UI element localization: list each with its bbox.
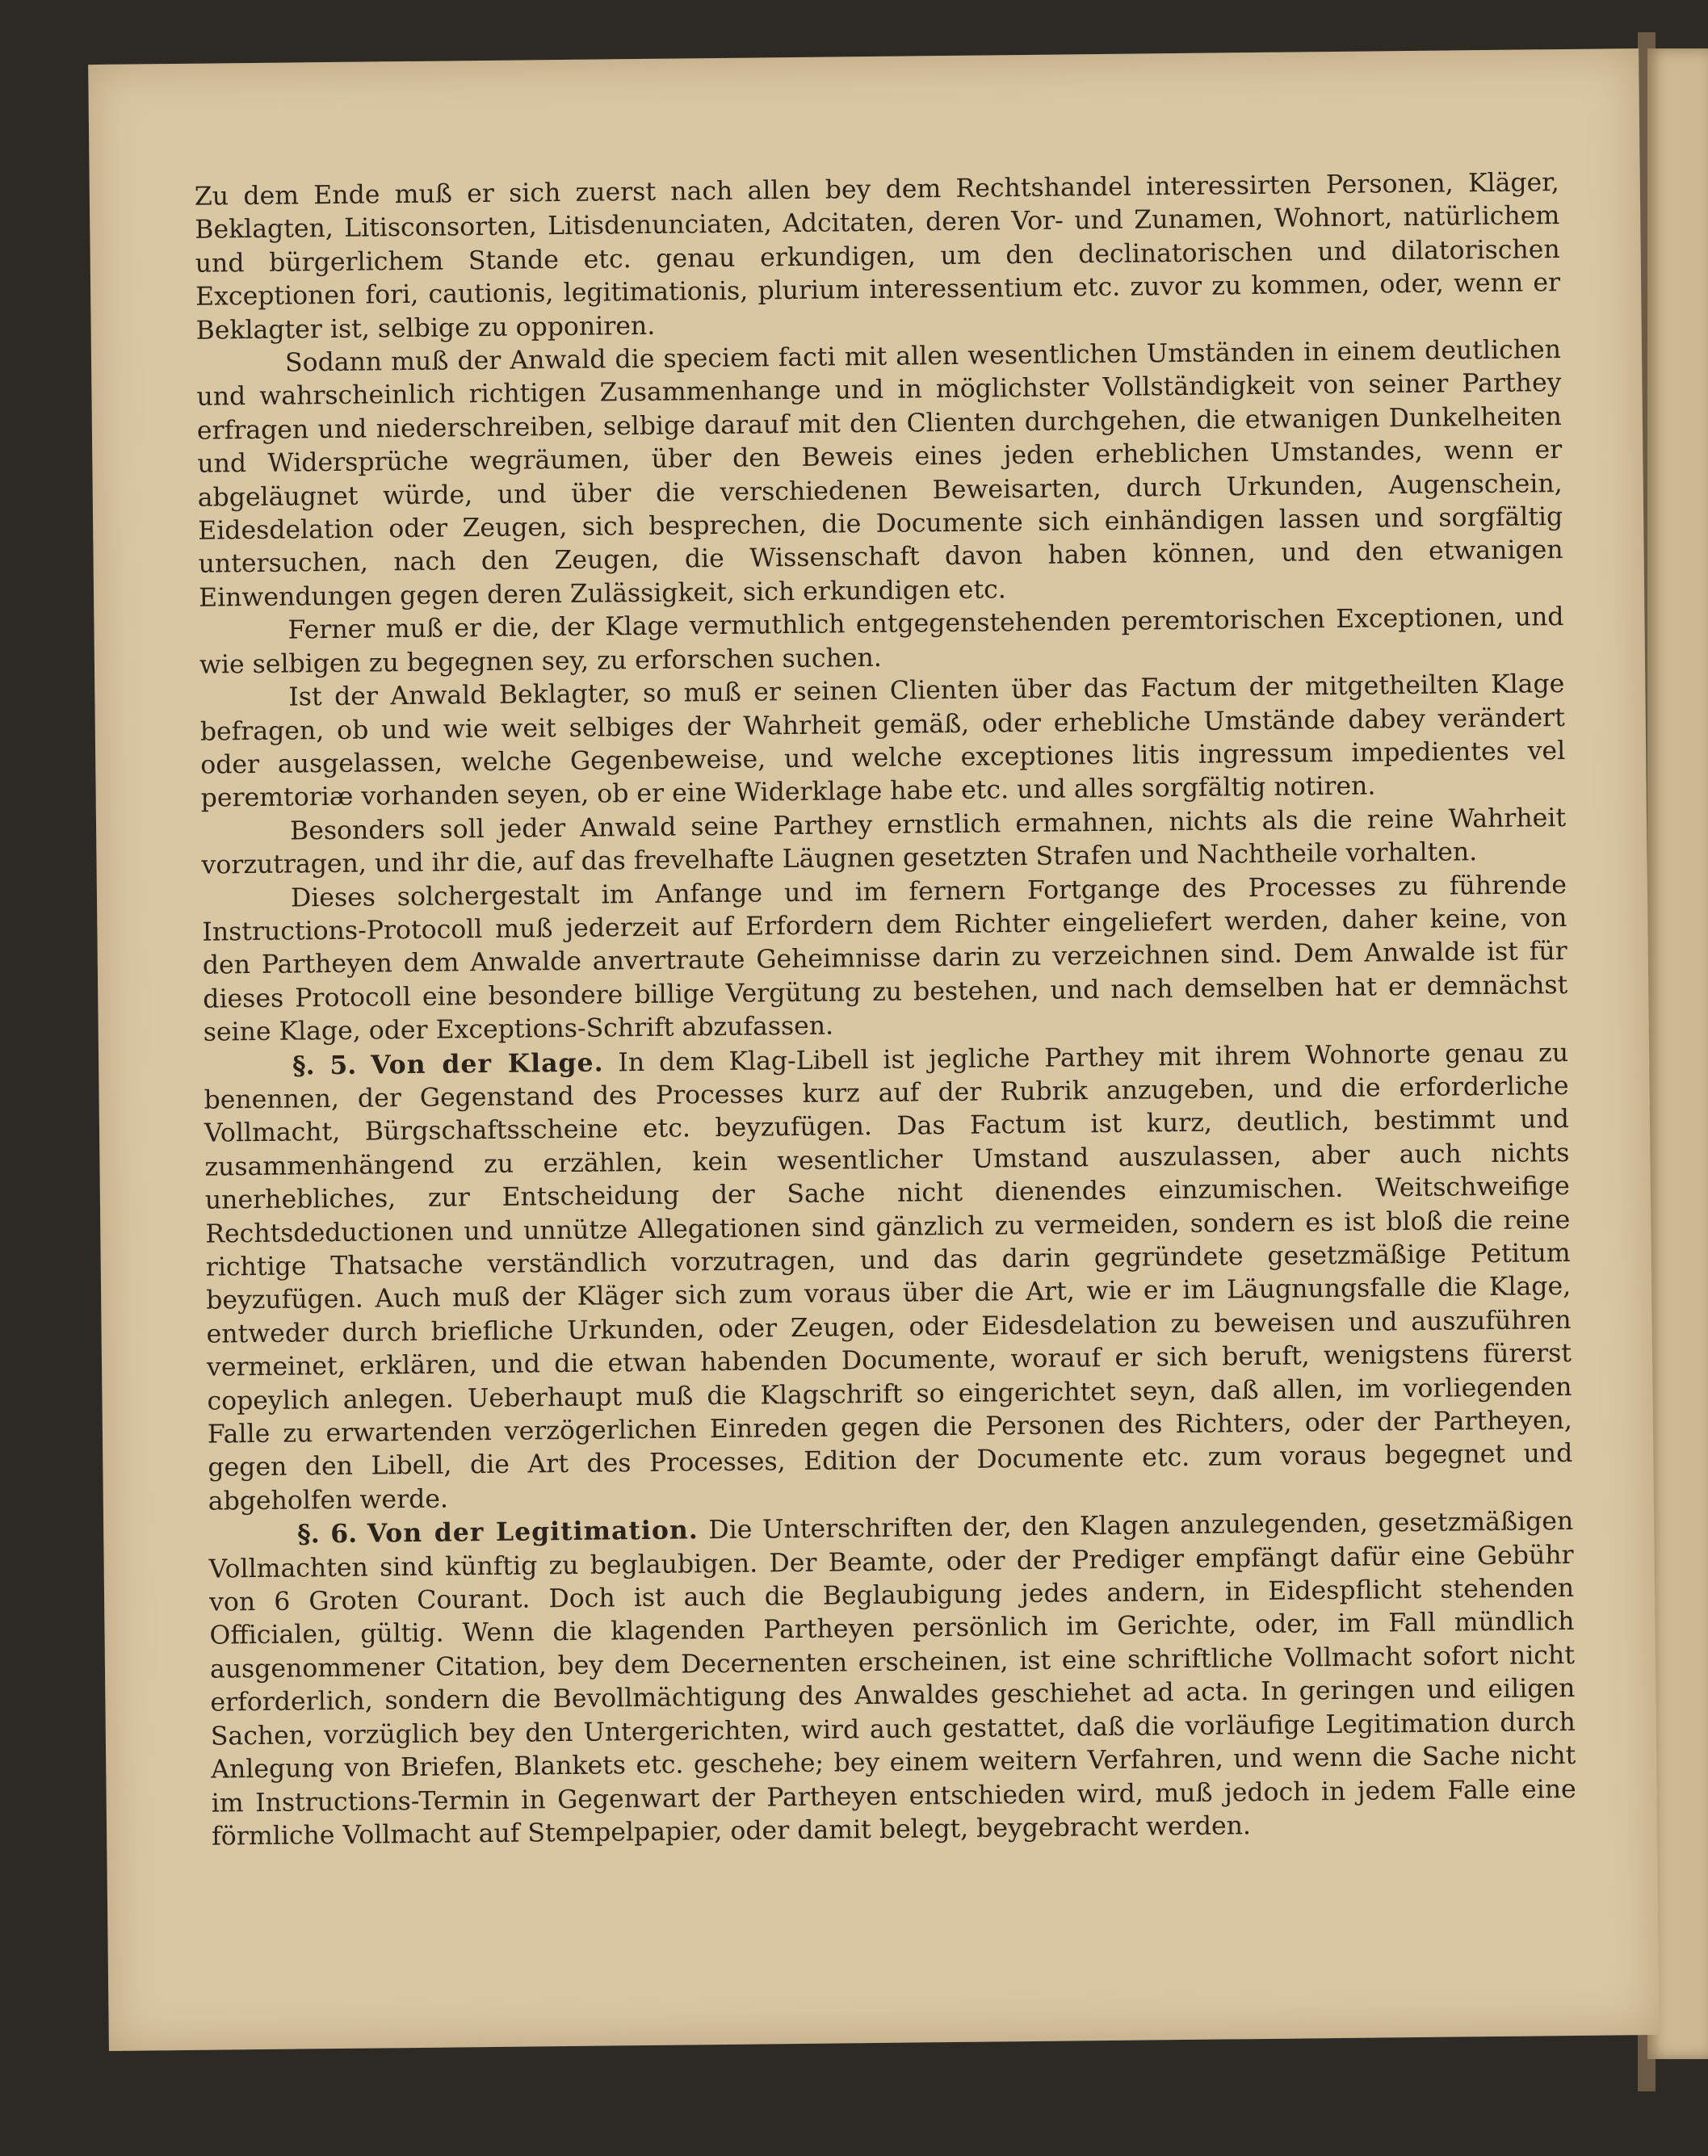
section-number: §. 5. [292, 1050, 357, 1081]
section-number: §. 6. [297, 1518, 358, 1550]
paragraph-text: Dieses solchergestalt im Anfange und im fernern Fortgange des Processes zu führende Instructions-Protocoll muß jederzeit auf Erfordern dem Richter eingeliefert werden, daher keine, von den Partheyen dem Anwalde anvertraute Geheimnisse darin zu verzeichnen sind. Dem Anwalde ist für dieses Protocoll eine besondere billige Vergütung zu bestehen, und nach demselben hat er demnächst seine Klage, oder Exceptions-Schrift abzufassen. [202, 870, 1568, 1047]
paragraph-text: Zu dem Ende muß er sich zuerst nach allen bey dem Rechtshandel interessirten Personen, Kläger, Beklagten, Litisconsorten, Litisdenunciaten, Adcitaten, deren Vor- und Zunamen, Wohnort, natürlichem und bürgerlichem Stande etc. genau erkundigen, um den declinatorischen und dilatorischen Exceptionen fori, cautionis, legitimationis, plurium interessentium etc. zuvor zu kommen, oder, wenn er Beklagter ist, selbige zu opponiren. [194, 168, 1561, 346]
paragraph-text: Die Unterschriften der, den Klagen anzulegenden, gesetzmäßigen Vollmachten sind künftig zu beglaubigen. Der Beamte, oder der Prediger empfängt dafür eine Gebühr von 6 Groten Courant. Doch ist auch die Beglaubigung jedes andern, in Eidespflicht stehenden Officialen, gültig. Wenn die klagenden Partheyen persönlich im Gerichte, oder, im Fall mündlich ausgenommener Citation, bey dem Decernenten erscheinen, ist eine schriftliche Vollmacht sofort nicht erforderlich, sondern die Bevollmächtigung des Anwaldes geschiehet ad acta. In geringen und eiligen Sachen, vorzüglich bey den Untergerichten, wird auch gestattet, daß die vorläufige Legitimation durch Anlegung von Briefen, Blankets etc. geschehe; bey einem weitern Verfahren, und wenn die Sache nicht im Instructions-Termin in Gegenwart der Partheyen entschieden wird, muß jedoch in jedem Falle eine förmliche Vollmacht auf Stempelpapier, oder damit belegt, beygebracht werden. [208, 1507, 1576, 1852]
body-text [195, 166, 1577, 1854]
paragraph-protocol [202, 869, 1568, 1051]
paragraph-species-facti [196, 333, 1563, 615]
paragraph-text: In dem Klag-Libell ist jegliche Parthey mit ihrem Wohnorte genau zu benennen, der Gegenstand des Processes kurz auf der Rubrik anzugeben, und die erforderliche Vollmacht, Bürgschaftsscheine etc. beyzufügen. Das Factum ist kurz, deutlich, bestimmt und zusammenhängend zu erzählen, kein wesentlicher Umstand auszulassen, aber auch nichts unerhebliches, zur Entscheidung der Sache nicht dienendes einzumischen. Weitschweifige Rechtsdeductionen und unnütze Allegationen sind gänzlich zu vermeiden, sondern es ist bloß die reine richtige Thatsache verständlich vorzutragen, und das darin gegründete gesetzmäßige Petitum beyzufügen. Auch muß der Kläger sich zum voraus über die Art, wie er im Läugnungsfalle die Klage, entweder durch briefliche Urkunden, oder Zeugen, oder Eidesdelation zu beweisen und auszuführen vermeinet, erklären, und die etwan habenden Documente, worauf er sich beruft, wenigstens fürerst copeylich anlegen. Ueberhaupt muß die Klagschrift so eingerichtet seyn, daß allen, im vorliegenden Falle zu erwartenden verzögerlichen Einreden gegen die Personen des Richters, oder der Partheyen, gegen den Libell, die Art des Processes, Edition der Documente etc. zum voraus begegnet und abgeholfen werde. [204, 1038, 1573, 1516]
paragraph-text: Sodann muß der Anwald die speciem facti mit allen wesentlichen Umständen in einem deutlichen und wahrscheinlich richtigen Zusammenhange und in möglichster Vollständigkeit von seiner Parthey erfragen und niederschreiben, selbige darauf mit den Clienten durchgehen, die etwanigen Dunkelheiten und Widersprüche wegräumen, über den Beweis eines jeden erheblichen Umstandes, wenn er abgeläugnet würde, und über die verschiedenen Beweisarten, durch Urkunden, Augenschein, Eidesdelation oder Zeugen, sich besprechen, die Documente sich einhändigen lassen und sorgfältig untersuchen, nach den Zeugen, die Wissenschaft davon haben können, und den etwanigen Einwendungen gegen deren Zulässigkeit, sich erkundigen etc. [196, 335, 1563, 613]
section-heading: Von der Klage. [370, 1047, 604, 1080]
section-heading: Von der Legitimation. [367, 1515, 699, 1549]
paragraph-text: Besonders soll jeder Anwald seine Parthey ernstlich ermahnen, nichts als die reine Wahrheit vorzutragen, und ihr die, auf das frevelhafte Läugnen gesetzten Strafen und Nachtheile vorhalten. [201, 803, 1567, 880]
paragraph-defendant-counsel [199, 668, 1566, 816]
paragraph-text: Ferner muß er die, der Klage vermuthlich entgegenstehenden peremtorischen Exceptionen, und wie selbigen zu begegnen sey, zu erforschen suchen. [199, 602, 1564, 680]
paragraph-text: Ist der Anwald Beklagter, so muß er seinen Clienten über das Factum der mitgetheilten Klage befragen, ob und wie weit selbiges der Wahrheit gemäß, oder erhebliche Umstände dabey verändert oder ausgelassen, welche Gegenbeweise, und welche exceptiones litis ingressum impedientes vel peremtoriæ vorhanden seyen, ob er eine Widerklage habe etc. und alles sorgfältig notiren. [199, 669, 1566, 814]
document-page [88, 48, 1660, 2051]
paragraph-intro [195, 166, 1561, 348]
section-5-klage [204, 1036, 1573, 1519]
section-6-legitimation [208, 1504, 1576, 1854]
adjacent-page-edge [1647, 48, 1708, 2059]
